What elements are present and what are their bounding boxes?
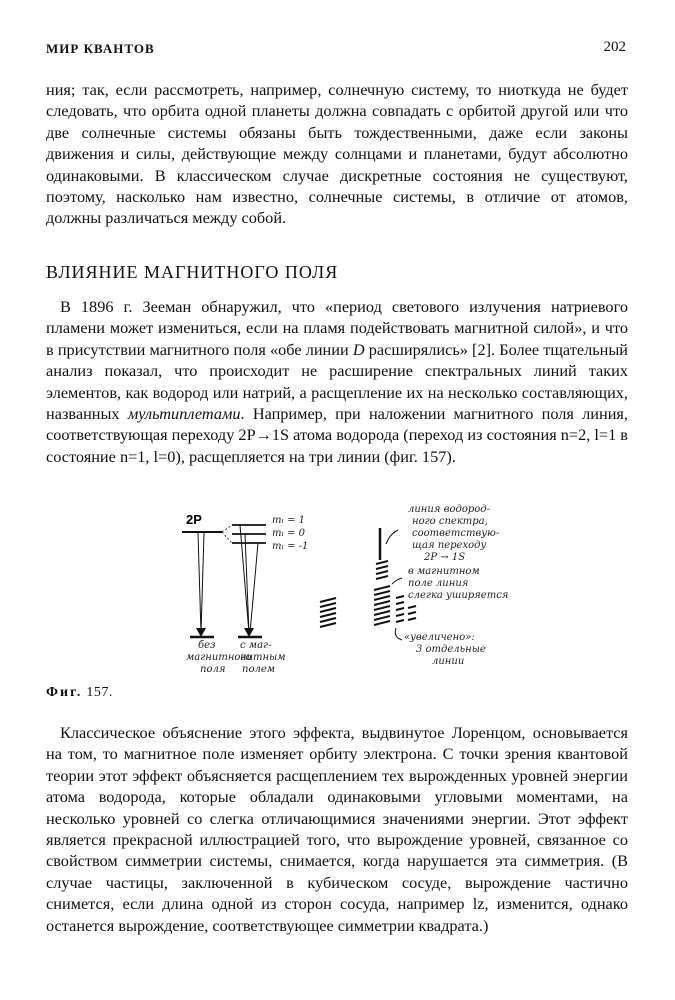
caption-no-field-1: без xyxy=(198,640,216,651)
note-field-1: в магнитном xyxy=(408,566,480,577)
note-field-3: слегка уширяется xyxy=(408,590,509,601)
paragraph-2-part-3: . Например, при наложении магнитного поля линия, соответствующая переходу 2P→1S атома водорода (переход из состояния n=2, l=1 в состояние n=1, l=0), расщепляется на три линии (фиг. 157). xyxy=(46,404,628,466)
note-magnified-3: линии xyxy=(432,656,465,667)
zeeman-figure xyxy=(140,500,540,678)
note-hydrogen-4: щая переходу xyxy=(412,540,487,551)
figure-label xyxy=(46,685,113,701)
field-broadened-line xyxy=(374,561,390,625)
caption-no-field-3: поля xyxy=(200,664,226,675)
caption-with-field-1: с маг- xyxy=(240,640,272,651)
transition-with-field xyxy=(240,525,249,633)
running-title: МИР КВАНТОВ xyxy=(46,41,155,56)
note-hydrogen-2: ного спектра, xyxy=(412,516,488,527)
arrow-down-icon xyxy=(244,628,254,637)
broadened-line xyxy=(320,598,336,627)
paragraph-3: Классическое объяснение этого эффекта, выдвинутое Лоренцом, основывается на том, то магнитное поле изменяет орбиту электрона. С точки зрения квантовой теории этот эффект объясняется расщеплением тех вырожденных уровней энергии атома водорода, которые обладали одинаковыми угловыми моментами, на несколько уровней со слегка отличающимися значениями энергии. Этот эффект является прекрасной иллюстрацией того, что вырождение уровней, связанное со свойством симметрии системы, снимается, когда нарушается эта симметрия. (В случае частицы, заключенной в кубическом сосуде, вырождение частично снимется, если длина одной из сторон сосуда, например lz, изменится, однако останется вырождение, соответствующее симметрии квадрата.) xyxy=(46,723,628,935)
section-title: ВЛИЯНИЕ МАГНИТНОГО ПОЛЯ xyxy=(46,262,339,282)
ml-label-3: mₗ = -1 xyxy=(272,541,309,552)
note-field-2: поле линия xyxy=(408,578,469,589)
caption-with-field-2: нитным xyxy=(240,652,286,663)
note-magnified-2: 3 отдельные xyxy=(416,644,486,655)
arrow-down-icon xyxy=(196,628,206,637)
paragraph-2 xyxy=(46,296,628,467)
page-number: 202 xyxy=(603,39,626,55)
running-header xyxy=(46,41,626,61)
paragraph-2-part-1: В 1896 г. Зееман обнаружил, что «период светового излучения натриевого пламени может измениться, если на пламя подействовать магнитной силой», и что в присутствии магнитного поля «обе линии xyxy=(46,297,628,359)
level-2p-label: 2P xyxy=(186,512,202,527)
transition-no-field xyxy=(198,533,201,633)
note-hydrogen-1: линия водород- xyxy=(408,504,490,515)
ml-label-2: mₗ = 0 xyxy=(272,528,306,539)
caption-no-field-2: магнитного xyxy=(186,652,252,663)
note-hydrogen-5: 2P → 1S xyxy=(424,552,466,563)
ml-label-1: mₗ = 1 xyxy=(272,515,306,526)
line-d: D xyxy=(352,339,365,359)
figure-label-number: 157. xyxy=(86,685,113,700)
multiplet-term: мультиплетами xyxy=(127,404,241,424)
note-magnified-1: «увеличено»: xyxy=(404,632,475,643)
paragraph-1: ния; так, если рассмотреть, например, солнечную систему, то ниоткуда не будет следовать, что орбита одной планеты должна совпадать с орбитой другой или что две солнечные системы обязаны быть тождественными, даже если законы движения и силы, действующие между солнцами и планетами, будут абсолютно одинаковыми. В классическом случае дискретные состояния не существуют, поэтому, насколько нам известно, солнечные системы, в отличие от атомов, должны различаться между собой. xyxy=(46,80,628,228)
paragraph-2-part-2: расширялись» [2]. Более тщательный анализ показал, что происходит не расширение спектральных линий таких элементов, как водород или натрий, а расщепление их на несколько составляющих, названных xyxy=(46,339,628,424)
note-hydrogen-3: соответствую- xyxy=(412,528,500,539)
figure-label-prefix: Фиг. xyxy=(46,685,83,700)
caption-with-field-3: полем xyxy=(242,664,276,675)
